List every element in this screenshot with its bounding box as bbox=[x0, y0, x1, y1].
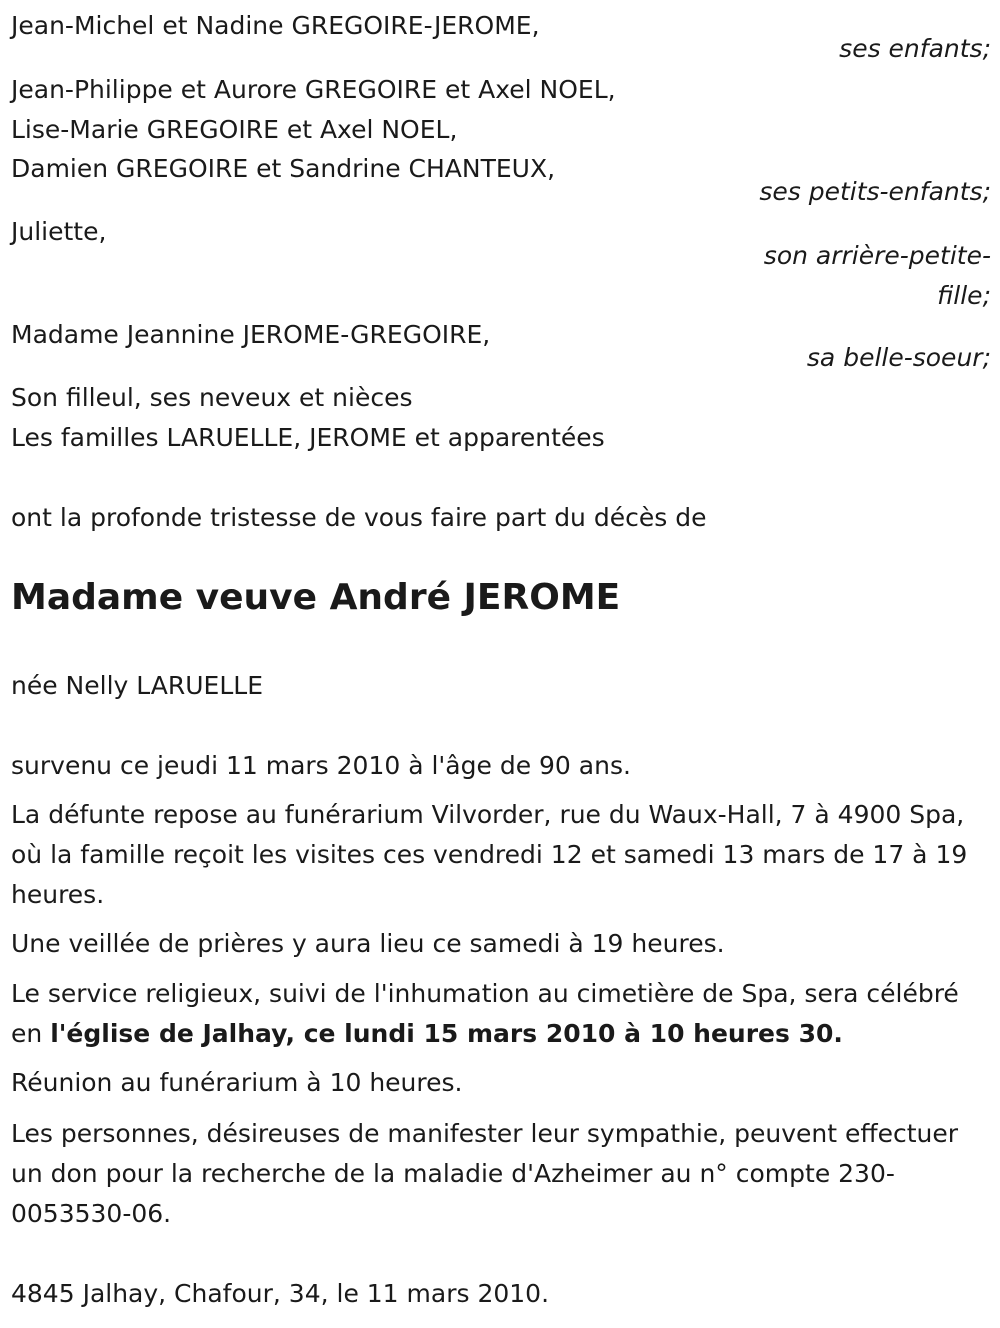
children-names: Jean-Michel et Nadine GREGOIRE-JEROME, bbox=[11, 11, 540, 40]
grandchild-line-1: Jean-Philippe et Aurore GREGOIRE et Axel NOEL, bbox=[11, 75, 616, 104]
children-role: ses enfants; bbox=[839, 34, 991, 63]
grandchildren-role: ses petits-enfants; bbox=[759, 177, 991, 206]
service-text: Le service religieux, suivi de l'inhumation au cimetière de Spa, sera célébré en bbox=[11, 979, 959, 1048]
maiden-name: née Nelly LARUELLE bbox=[11, 671, 263, 700]
grandchild-line-3: Damien GREGOIRE et Sandrine CHANTEUX, bbox=[11, 154, 556, 183]
deceased-name: Madame veuve André JEROME bbox=[11, 577, 621, 618]
meeting-paragraph: Réunion au funérarium à 10 heures. bbox=[11, 1068, 463, 1097]
grandchild-line-2: Lise-Marie GREGOIRE et Axel NOEL, bbox=[11, 115, 458, 144]
great-grandchild-role-line-2: fille; bbox=[937, 281, 991, 310]
service-paragraph bbox=[11, 974, 971, 1054]
funeral-home-paragraph: La défunte repose au funérarium Vilvorder, rue du Waux-Hall, 7 à 4900 Spa, où la famille reçoit les visites ces vendredi 12 et samedi 13 mars de 17 à 19 heures. bbox=[11, 800, 968, 909]
great-grandchild-role-line-1: son arrière-petite- bbox=[763, 241, 991, 270]
place-and-date: 4845 Jalhay, Chafour, 34, le 11 mars 2010. bbox=[11, 1279, 550, 1308]
others-line-2: Les familles LARUELLE, JEROME et apparentées bbox=[11, 423, 605, 452]
service-location-time: l'église de Jalhay, ce lundi 15 mars 2010 à 10 heures 30. bbox=[50, 1019, 843, 1048]
announcement-intro: ont la profonde tristesse de vous faire part du décès de bbox=[11, 503, 707, 532]
sister-in-law-name: Madame Jeannine JEROME-GREGOIRE, bbox=[11, 320, 491, 349]
others-line-1: Son filleul, ses neveux et nièces bbox=[11, 383, 413, 412]
date-and-age: survenu ce jeudi 11 mars 2010 à l'âge de 90 ans. bbox=[11, 751, 631, 780]
great-grandchild-name: Juliette, bbox=[11, 217, 107, 246]
donation-paragraph: Les personnes, désireuses de manifester leur sympathie, peuvent effectuer un don pour la recherche de la maladie d'Azheimer au n° compte 230-0053530-06. bbox=[11, 1119, 959, 1228]
sister-in-law-role: sa belle-soeur; bbox=[806, 343, 991, 372]
vigil-paragraph: Une veillée de prières y aura lieu ce samedi à 19 heures. bbox=[11, 929, 725, 958]
